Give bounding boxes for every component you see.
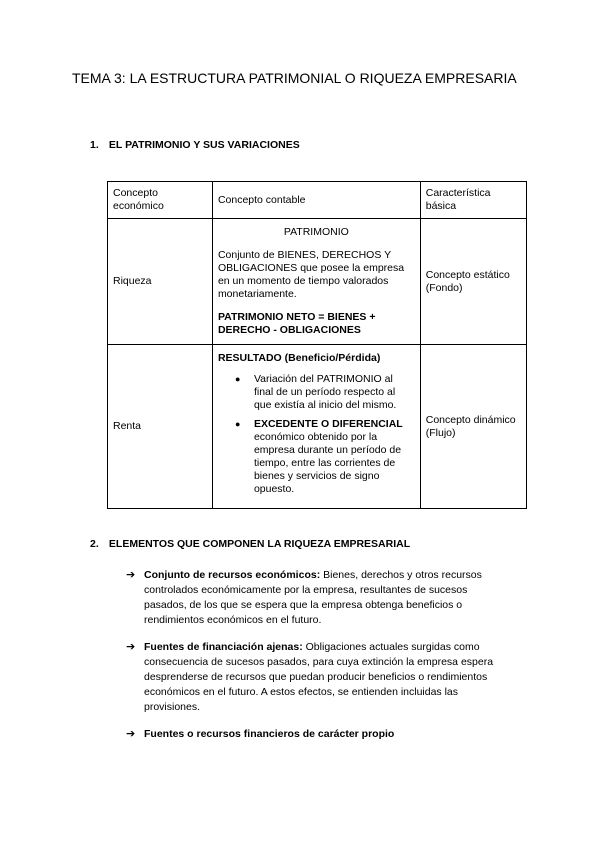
- item-label: Conjunto de recursos económicos:: [144, 569, 321, 581]
- section-2-title: ELEMENTOS QUE COMPONEN LA RIQUEZA EMPRESARIAL: [108, 538, 411, 550]
- list-item: [126, 640, 506, 715]
- patrimonio-heading: PATRIMONIO: [283, 226, 349, 238]
- header-concepto-contable: Concepto contable: [212, 182, 420, 219]
- section-1-heading: [90, 139, 300, 151]
- table-header-row: [108, 182, 527, 219]
- patrimonio-table: [107, 181, 527, 509]
- patrimonio-formula: PATRIMONIO NETO = BIENES + DERECHO - OBLIGACIONES: [217, 311, 376, 336]
- resultado-bullet-list: [218, 373, 415, 496]
- item-label: Fuentes de financiación ajenas:: [144, 641, 303, 653]
- item-label: Fuentes o recursos financieros de carácter propio: [144, 728, 395, 740]
- item-text: Bienes, derechos y otros recursos controlados económicamente por la empresa, resultantes de sucesos pasados, de los que se espera que la empresa obtenga beneficios o rendimientos económicos en el futuro.: [144, 569, 482, 626]
- bullet-icon: ●: [234, 418, 241, 429]
- header-caracteristica: Característica básica: [420, 182, 526, 219]
- section-2-heading: [90, 538, 410, 550]
- patrimonio-definition: Conjunto de BIENES, DERECHOS Y OBLIGACIONES que posee la empresa en un momento de tiempo valorados monetariamente.: [217, 249, 405, 300]
- renta-content: [212, 345, 420, 509]
- table-row-renta: [108, 345, 527, 509]
- resultado-bullet-1: Variación del PATRIMONIO al final de un período respecto al que existía al inicio del mismo.: [253, 372, 397, 411]
- resultado-bullet-2-bold: EXCEDENTE O DIFERENCIAL: [253, 417, 403, 430]
- item-text: Obligaciones actuales surgidas como consecuencia de sucesos pasados, para cuya extinción la empresa espera desprenderse de recursos que puedan producir beneficios o rendimientos económicos en el futuro. A estos efectos, se entienden incluidas las provisiones.: [144, 641, 494, 713]
- section-1-number: 1.: [90, 139, 99, 151]
- arrow-right-icon: ➔: [126, 728, 136, 740]
- resultado-bullet-2-text: económico obtenido por la empresa durante un período de tiempo, entre las corrientes de bienes y servicios de signo opuesto.: [253, 430, 402, 495]
- arrow-right-icon: ➔: [126, 641, 136, 653]
- renta-label: Renta: [108, 345, 213, 509]
- resultado-heading: RESULTADO (Beneficio/Pérdida): [217, 351, 381, 364]
- bullet-icon: ●: [234, 373, 241, 384]
- elements-list: [126, 568, 506, 754]
- riqueza-characteristic: Concepto estático (Fondo): [420, 219, 526, 345]
- table-row-riqueza: [108, 219, 527, 345]
- section-2-number: 2.: [90, 538, 99, 550]
- list-item: [234, 372, 415, 412]
- renta-characteristic: Concepto dinámico (Flujo): [420, 345, 526, 509]
- arrow-right-icon: ➔: [126, 569, 136, 581]
- riqueza-content: [212, 219, 420, 345]
- page-title: TEMA 3: LA ESTRUCTURA PATRIMONIAL O RIQUEZA EMPRESARIA: [72, 70, 517, 86]
- riqueza-label: Riqueza: [108, 219, 213, 345]
- list-item: [234, 417, 415, 496]
- header-concepto-economico: Concepto económico: [108, 182, 213, 219]
- list-item: [126, 727, 506, 742]
- section-1-title: EL PATRIMONIO Y SUS VARIACIONES: [108, 139, 300, 151]
- list-item: [126, 568, 506, 628]
